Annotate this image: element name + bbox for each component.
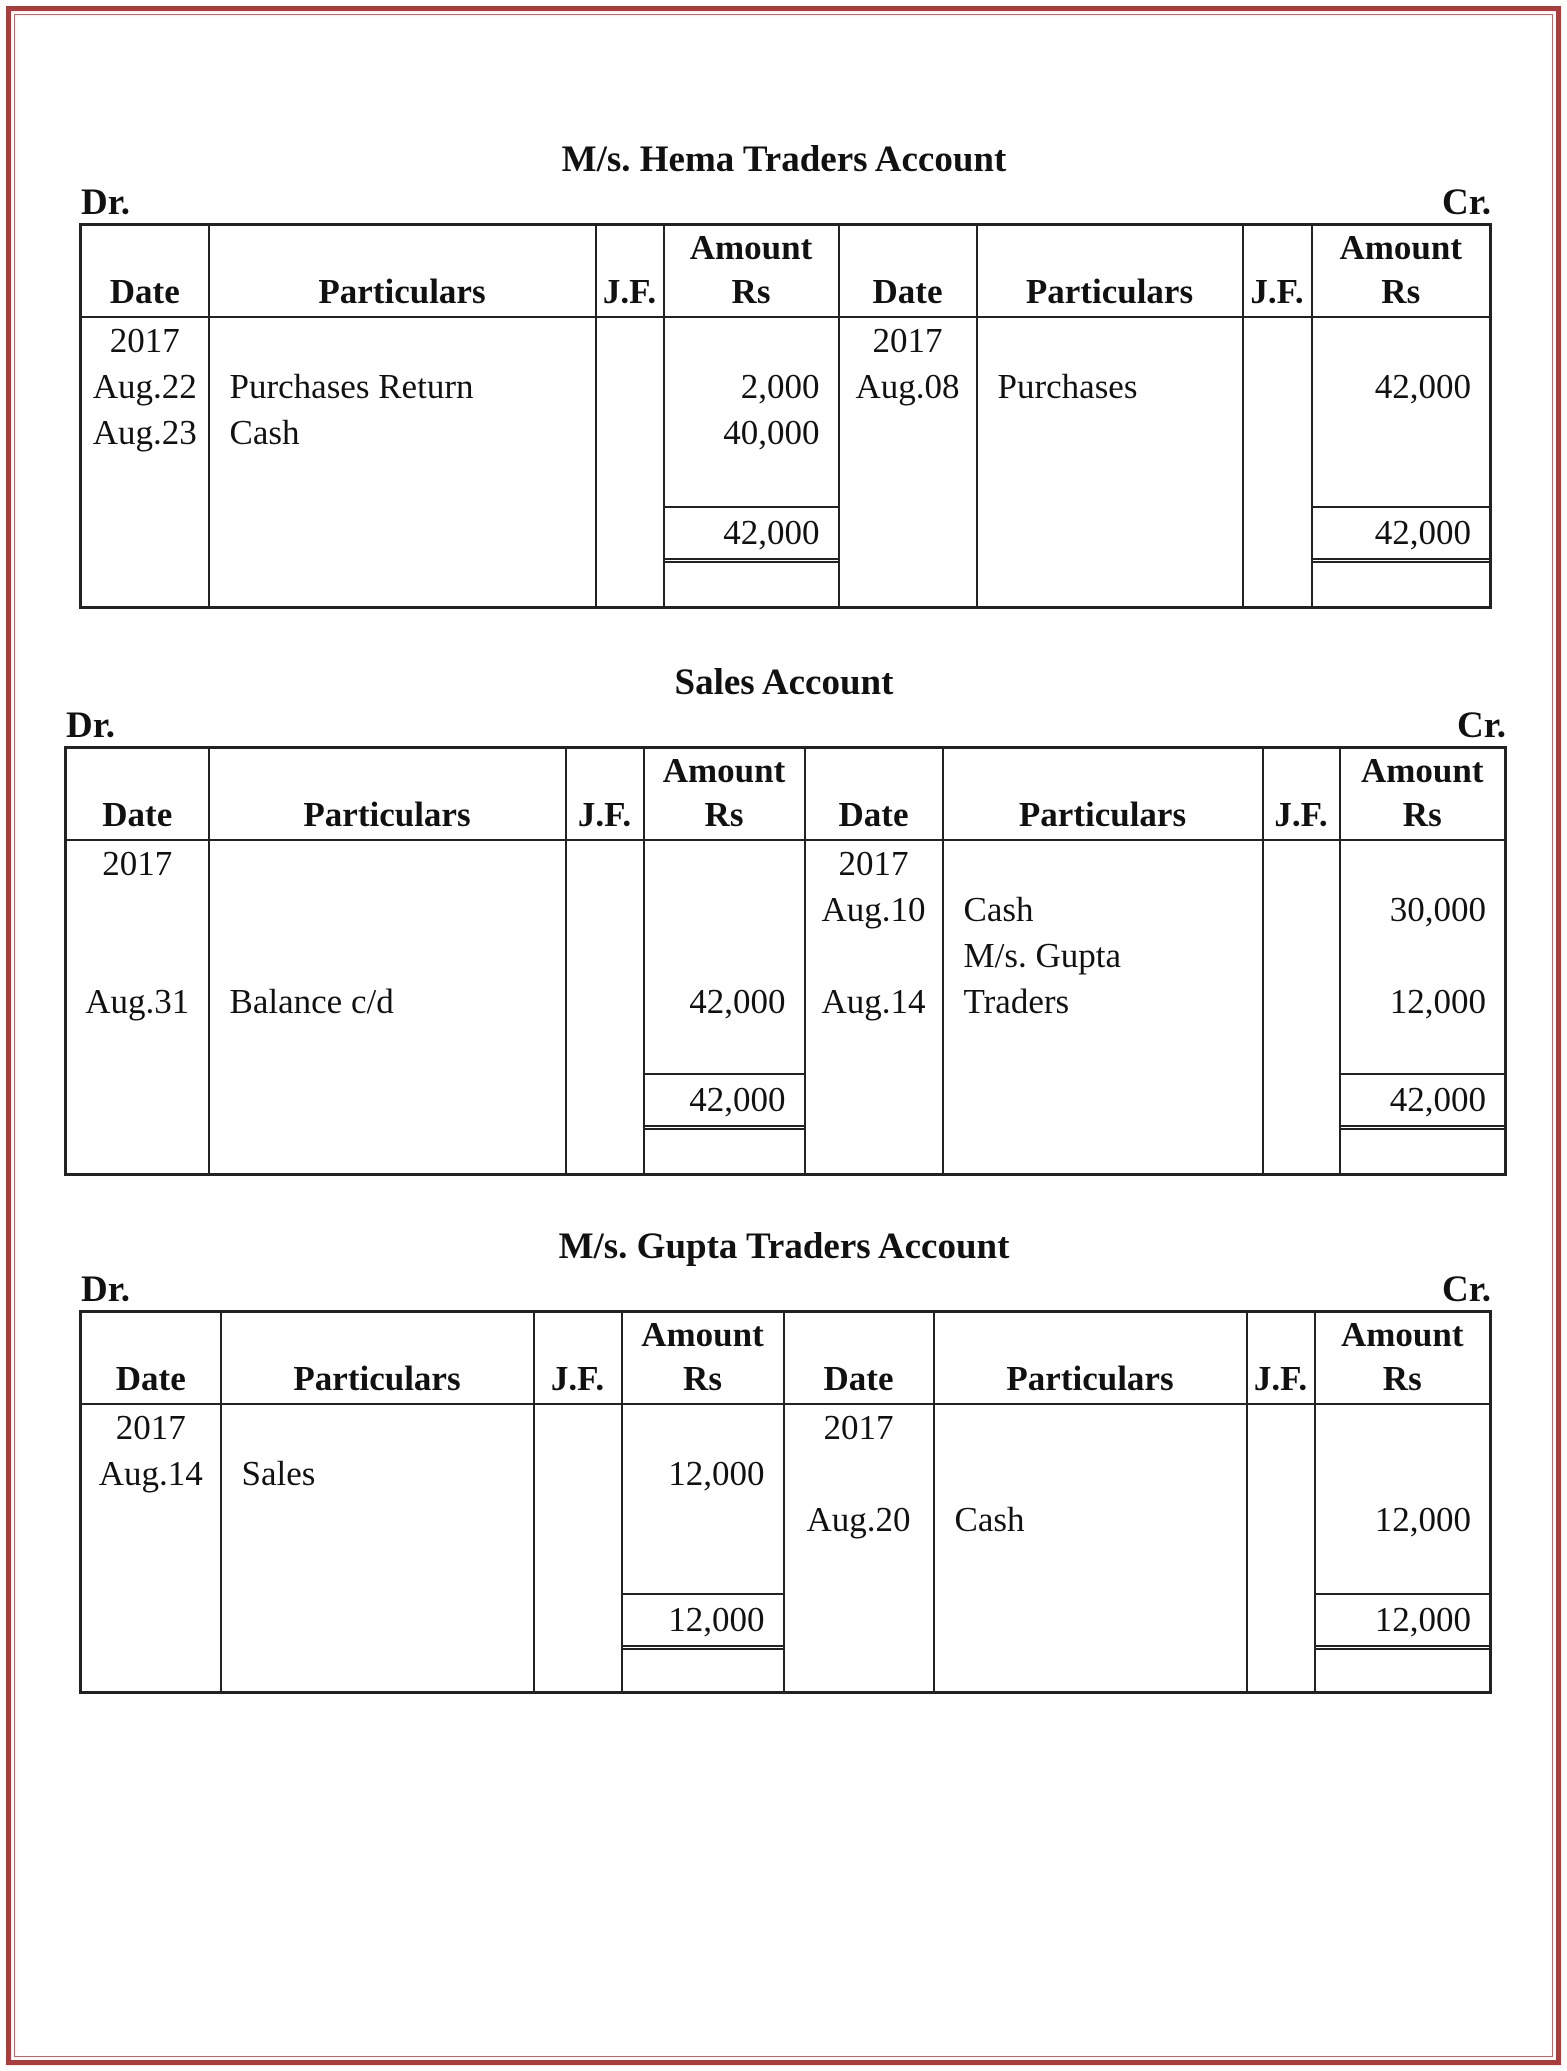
header-jf: J.F. bbox=[534, 1312, 622, 1405]
debit-particulars-column: Balance c/d bbox=[209, 840, 566, 1174]
header-amount: Amount Rs bbox=[1315, 1312, 1491, 1405]
header-particulars: Particulars bbox=[221, 1312, 534, 1405]
account-title: Sales Account bbox=[674, 662, 894, 703]
header-amount: Amount Rs bbox=[664, 225, 839, 318]
debit-date-column: 2017 Aug.14 bbox=[81, 1404, 221, 1692]
credit-particulars-column: Purchases bbox=[977, 317, 1243, 607]
credit-total: 42,000 bbox=[1341, 1073, 1505, 1125]
credit-amount-column: 30,000 12,000 42,000 bbox=[1340, 840, 1506, 1174]
debit-date-column: 2017 Aug.31 bbox=[66, 840, 209, 1174]
ledger-table bbox=[79, 223, 1492, 609]
debit-amount-column: 12,000 12,000 bbox=[622, 1404, 784, 1692]
header-date: Date bbox=[805, 748, 943, 841]
debit-total: 42,000 bbox=[645, 1073, 804, 1125]
debit-particulars-column: Purchases Return Cash bbox=[209, 317, 596, 607]
header-amount: Amount Rs bbox=[1312, 225, 1491, 318]
credit-particulars-column: Cash M/s. Gupta Traders bbox=[943, 840, 1263, 1174]
ledger-table bbox=[64, 746, 1507, 1176]
debit-side-label: Dr. bbox=[81, 182, 130, 223]
debit-total: 42,000 bbox=[665, 506, 838, 558]
credit-date-column: 2017 Aug.10 Aug.14 bbox=[805, 840, 943, 1174]
sales-account bbox=[64, 660, 1504, 1176]
header-date: Date bbox=[81, 225, 209, 318]
header-particulars: Particulars bbox=[934, 1312, 1247, 1405]
credit-side-label: Cr. bbox=[1442, 1269, 1491, 1310]
header-amount: Amount Rs bbox=[622, 1312, 784, 1405]
credit-date-column: 2017 Aug.08 bbox=[839, 317, 977, 607]
header-jf: J.F. bbox=[1243, 225, 1312, 318]
debit-date-column: 2017 Aug.22 Aug.23 bbox=[81, 317, 209, 607]
header-jf: J.F. bbox=[566, 748, 644, 841]
credit-jf-column bbox=[1247, 1404, 1315, 1692]
debit-particulars-column: Sales bbox=[221, 1404, 534, 1692]
credit-total: 12,000 bbox=[1316, 1593, 1490, 1645]
credit-date-column: 2017 Aug.20 bbox=[784, 1404, 934, 1692]
header-date: Date bbox=[784, 1312, 934, 1405]
gupta-traders-account bbox=[79, 1224, 1489, 1694]
debit-jf-column bbox=[566, 840, 644, 1174]
debit-jf-column bbox=[596, 317, 664, 607]
credit-particulars-column: Cash bbox=[934, 1404, 1247, 1692]
header-particulars: Particulars bbox=[977, 225, 1243, 318]
credit-side-label: Cr. bbox=[1457, 705, 1506, 746]
header-jf: J.F. bbox=[1247, 1312, 1315, 1405]
debit-jf-column bbox=[534, 1404, 622, 1692]
credit-jf-column bbox=[1263, 840, 1340, 1174]
header-particulars: Particulars bbox=[943, 748, 1263, 841]
header-date: Date bbox=[81, 1312, 221, 1405]
header-jf: J.F. bbox=[596, 225, 664, 318]
account-title: M/s. Gupta Traders Account bbox=[558, 1226, 1010, 1267]
ledger-table bbox=[79, 1310, 1492, 1694]
debit-side-label: Dr. bbox=[81, 1269, 130, 1310]
credit-jf-column bbox=[1243, 317, 1312, 607]
debit-amount-column: 42,000 42,000 bbox=[644, 840, 805, 1174]
header-date: Date bbox=[839, 225, 977, 318]
account-title: M/s. Hema Traders Account bbox=[561, 139, 1007, 180]
debit-side-label: Dr. bbox=[66, 705, 115, 746]
header-date: Date bbox=[66, 748, 209, 841]
header-particulars: Particulars bbox=[209, 748, 566, 841]
header-particulars: Particulars bbox=[209, 225, 596, 318]
debit-amount-column: 2,000 40,000 42,000 bbox=[664, 317, 839, 607]
debit-total: 12,000 bbox=[623, 1593, 783, 1645]
header-amount: Amount Rs bbox=[644, 748, 805, 841]
header-amount: Amount Rs bbox=[1340, 748, 1506, 841]
credit-amount-column: 12,000 12,000 bbox=[1315, 1404, 1491, 1692]
credit-amount-column: 42,000 42,000 bbox=[1312, 317, 1491, 607]
credit-total: 42,000 bbox=[1313, 506, 1490, 558]
credit-side-label: Cr. bbox=[1442, 182, 1491, 223]
header-jf: J.F. bbox=[1263, 748, 1340, 841]
hema-traders-account bbox=[79, 137, 1489, 609]
